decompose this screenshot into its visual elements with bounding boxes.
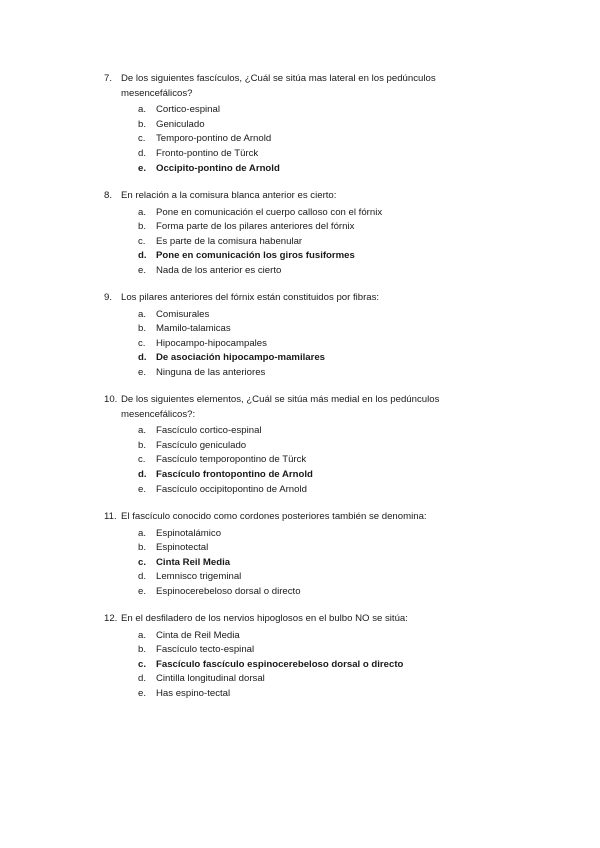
option-b — [104, 322, 484, 337]
option-letter: e. — [138, 366, 147, 378]
question-number: 7. — [104, 73, 113, 84]
option-c — [104, 658, 484, 673]
option-letter: d. — [138, 147, 147, 159]
question-text: De los siguientes elementos, ¿Cuál se sitúa más medial en los pedúnculos mesencefálicos?: — [121, 394, 440, 420]
option-c — [104, 132, 484, 147]
option-letter: b. — [138, 221, 147, 233]
question-8 — [104, 189, 484, 279]
option-text: Cintilla longitudinal dorsal — [156, 673, 265, 685]
option-a — [104, 103, 484, 118]
option-text: Es parte de la comisura habenular — [156, 235, 303, 247]
option-c — [104, 337, 484, 352]
option-letter: b. — [138, 323, 147, 335]
option-text: Nada de los anterior es cierto — [156, 264, 282, 276]
option-text: Fronto-pontino de Türck — [156, 147, 259, 159]
question-number: 8. — [104, 190, 113, 201]
option-letter: b. — [138, 542, 147, 554]
option-letter: d. — [138, 250, 147, 262]
option-c — [104, 556, 484, 571]
option-text: Ninguna de las anteriores — [156, 366, 266, 378]
option-text: Mamilo-talamicas — [156, 323, 231, 335]
option-text: Fascículo frontopontino de Arnold — [156, 468, 313, 480]
option-e — [104, 162, 484, 177]
option-e — [104, 483, 484, 498]
options-list — [104, 629, 484, 702]
option-letter: c. — [138, 454, 146, 466]
option-letter: c. — [138, 658, 147, 670]
question-text: En relación a la comisura blanca anterior es cierto: — [121, 190, 337, 201]
option-letter: c. — [138, 556, 147, 568]
option-text: Fascículo tecto-espinal — [156, 644, 255, 656]
question-11 — [104, 510, 484, 600]
option-text: Temporo-pontino de Arnold — [156, 133, 272, 145]
question-text: El fascículo conocido como cordones posteriores también se denomina: — [121, 511, 427, 522]
question-text: En el desfiladero de los nervios hipoglosos en el bulbo NO se sitúa: — [121, 613, 408, 624]
option-text: Pone en comunicación los giros fusiformes — [156, 250, 355, 262]
option-letter: e. — [138, 585, 147, 597]
option-text: Forma parte de los pilares anteriores del fórnix — [156, 221, 355, 233]
option-d — [104, 351, 484, 366]
option-letter: a. — [138, 527, 147, 539]
option-text: Occipito-pontino de Arnold — [156, 162, 280, 174]
option-e — [104, 585, 484, 600]
option-letter: b. — [138, 439, 147, 451]
option-text: Pone en comunicación el cuerpo calloso con el fórnix — [156, 206, 383, 218]
option-text: Fascículo fascículo espinocerebeloso dorsal o directo — [156, 658, 404, 670]
options-list — [104, 527, 484, 600]
option-text: Lemnisco trigeminal — [156, 571, 242, 583]
option-a — [104, 527, 484, 542]
option-text: Geniculado — [156, 118, 205, 130]
option-letter: d. — [138, 673, 147, 685]
option-letter: b. — [138, 644, 147, 656]
option-d — [104, 570, 484, 585]
option-letter: a. — [138, 206, 147, 218]
option-d — [104, 468, 484, 483]
option-letter: a. — [138, 629, 147, 641]
option-e — [104, 366, 484, 381]
question-number: 9. — [104, 292, 113, 303]
option-letter: a. — [138, 104, 147, 116]
question-number: 12. — [104, 613, 118, 624]
option-b — [104, 118, 484, 133]
option-letter: a. — [138, 425, 147, 437]
option-letter: d. — [138, 468, 147, 480]
option-a — [104, 629, 484, 644]
options-list — [104, 206, 484, 279]
option-text: Cinta Reil Media — [156, 556, 231, 568]
option-d — [104, 249, 484, 264]
option-e — [104, 687, 484, 702]
option-text: Fascículo cortico-espinal — [156, 425, 262, 437]
question-text: De los siguientes fascículos, ¿Cuál se sitúa mas lateral en los pedúnculos mesencefálicos? — [121, 73, 436, 99]
options-list — [104, 103, 484, 176]
option-letter: c. — [138, 235, 146, 247]
question-12 — [104, 612, 484, 702]
options-list — [104, 308, 484, 381]
option-text: Cortico-espinal — [156, 104, 220, 116]
option-letter: e. — [138, 687, 147, 699]
option-letter: a. — [138, 308, 147, 320]
option-text: Hipocampo-hipocampales — [156, 337, 267, 349]
option-e — [104, 264, 484, 279]
question-number: 11. — [104, 511, 117, 522]
option-b — [104, 439, 484, 454]
option-a — [104, 206, 484, 221]
option-letter: b. — [138, 118, 147, 130]
question-10 — [104, 393, 484, 497]
options-list — [104, 424, 484, 497]
option-d — [104, 147, 484, 162]
option-c — [104, 453, 484, 468]
option-letter: c. — [138, 337, 146, 349]
option-text: De asociación hipocampo-mamilares — [156, 352, 326, 364]
option-text: Fascículo geniculado — [156, 439, 247, 451]
question-number: 10. — [104, 394, 118, 405]
option-d — [104, 672, 484, 687]
question-9 — [104, 291, 484, 381]
option-letter: e. — [138, 162, 147, 174]
option-text: Comisurales — [156, 308, 210, 320]
option-letter: d. — [138, 352, 147, 364]
question-text: Los pilares anteriores del fórnix están constituidos por fibras: — [121, 292, 380, 303]
option-letter: e. — [138, 264, 147, 276]
option-b — [104, 541, 484, 556]
option-text: Espinotectal — [156, 542, 209, 554]
option-text: Espinocerebeloso dorsal o directo — [156, 585, 301, 597]
option-c — [104, 235, 484, 250]
option-letter: d. — [138, 571, 147, 583]
option-text: Fascículo temporopontino de Türck — [156, 454, 307, 466]
option-a — [104, 308, 484, 323]
option-letter: c. — [138, 133, 146, 145]
option-text: Cinta de Reil Media — [156, 629, 240, 641]
question-7 — [104, 72, 484, 176]
option-text: Fascículo occipitopontino de Arnold — [156, 483, 307, 495]
option-text: Espinotalámico — [156, 527, 222, 539]
option-letter: e. — [138, 483, 147, 495]
option-b — [104, 643, 484, 658]
option-b — [104, 220, 484, 235]
option-a — [104, 424, 484, 439]
option-text: Has espino-tectal — [156, 687, 231, 699]
